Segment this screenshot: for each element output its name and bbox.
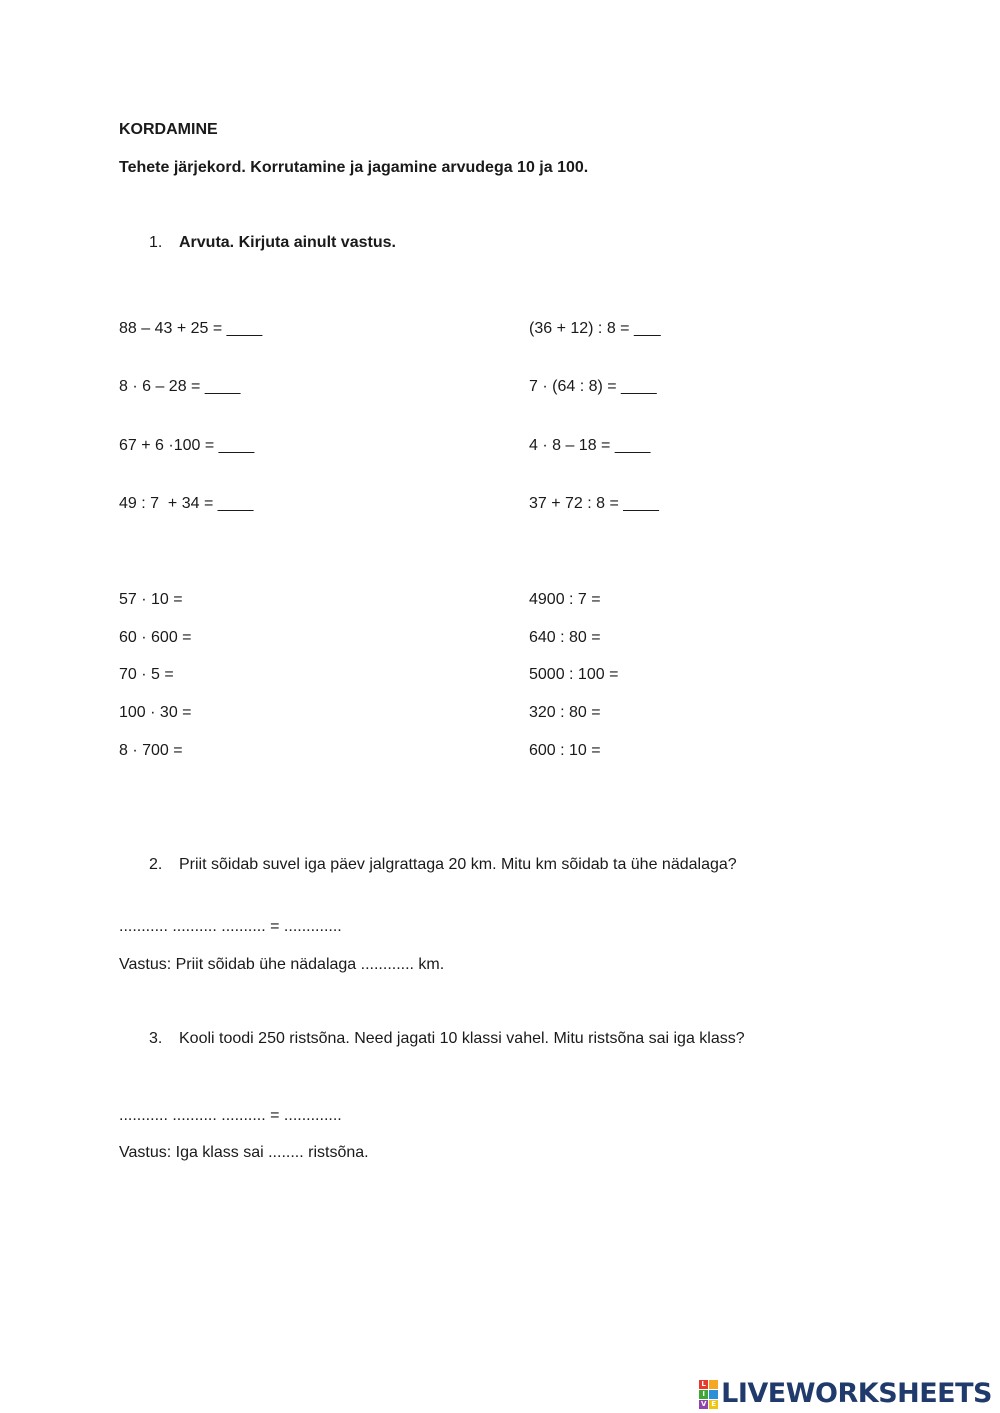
expression-right: 4 · 8 – 18 = ____ [529, 437, 651, 454]
multiplication-expression: 8 · 700 = [119, 742, 183, 759]
expression-left: 67 + 6 ·100 = ____ [119, 437, 255, 454]
logo-block [709, 1380, 718, 1389]
logo-block: L [699, 1380, 708, 1389]
multiplication-expression: 57 · 10 = [119, 591, 183, 608]
task2-answer: Vastus: Priit sõidab ühe nädalaga ............ km. [119, 956, 445, 973]
expression-left: 88 – 43 + 25 = ____ [119, 320, 263, 337]
expression-right: (36 + 12) : 8 = ___ [529, 320, 661, 337]
division-expression: 600 : 10 = [529, 742, 601, 759]
logo-block [709, 1390, 718, 1399]
liveworksheets-logo [699, 1378, 992, 1410]
expression-left: 8 · 6 – 28 = ____ [119, 378, 241, 395]
logo-block: V [700, 1399, 707, 1408]
division-expression: 4900 : 7 = [529, 591, 601, 608]
expression-right: 37 + 72 : 8 = ____ [529, 495, 659, 512]
task2-equation: ........... .......... .......... = ............. [119, 918, 342, 935]
task2-question: Priit sõidab suvel iga päev jalgrattaga 20 km. Mitu km sõidab ta ühe nädalaga? [179, 856, 737, 873]
page-subtitle: Tehete järjekord. Korrutamine ja jagamine arvudega 10 ja 100. [119, 159, 589, 176]
multiplication-expression: 100 · 30 = [119, 704, 192, 721]
division-expression: 5000 : 100 = [529, 666, 619, 683]
task3-equation: ........... .......... .......... = ............. [119, 1107, 342, 1124]
logo-block: E [709, 1400, 718, 1409]
liveworksheets-logo-icon [699, 1380, 718, 1409]
liveworksheets-logo-text: LIVEWORKSHEETS [721, 1378, 992, 1409]
division-expression: 320 : 80 = [529, 704, 601, 721]
task1-number: 1. [149, 234, 163, 251]
multiplication-expression: 70 · 5 = [119, 666, 174, 683]
task3-question: Kooli toodi 250 ristsõna. Need jagati 10 klassi vahel. Mitu ristsõna sai iga klass? [179, 1030, 745, 1047]
expression-right: 7 · (64 : 8) = ____ [529, 378, 657, 395]
task3-answer: Vastus: Iga klass sai ........ ristsõna. [119, 1144, 369, 1161]
logo-block: I [699, 1390, 708, 1399]
task2-number: 2. [149, 856, 163, 873]
task3-number: 3. [149, 1030, 163, 1047]
page-title: KORDAMINE [119, 121, 218, 138]
expression-left: 49 : 7 + 34 = ____ [119, 495, 254, 512]
multiplication-expression: 60 · 600 = [119, 629, 192, 646]
division-expression: 640 : 80 = [529, 629, 601, 646]
task1-instruction: Arvuta. Kirjuta ainult vastus. [179, 234, 396, 251]
